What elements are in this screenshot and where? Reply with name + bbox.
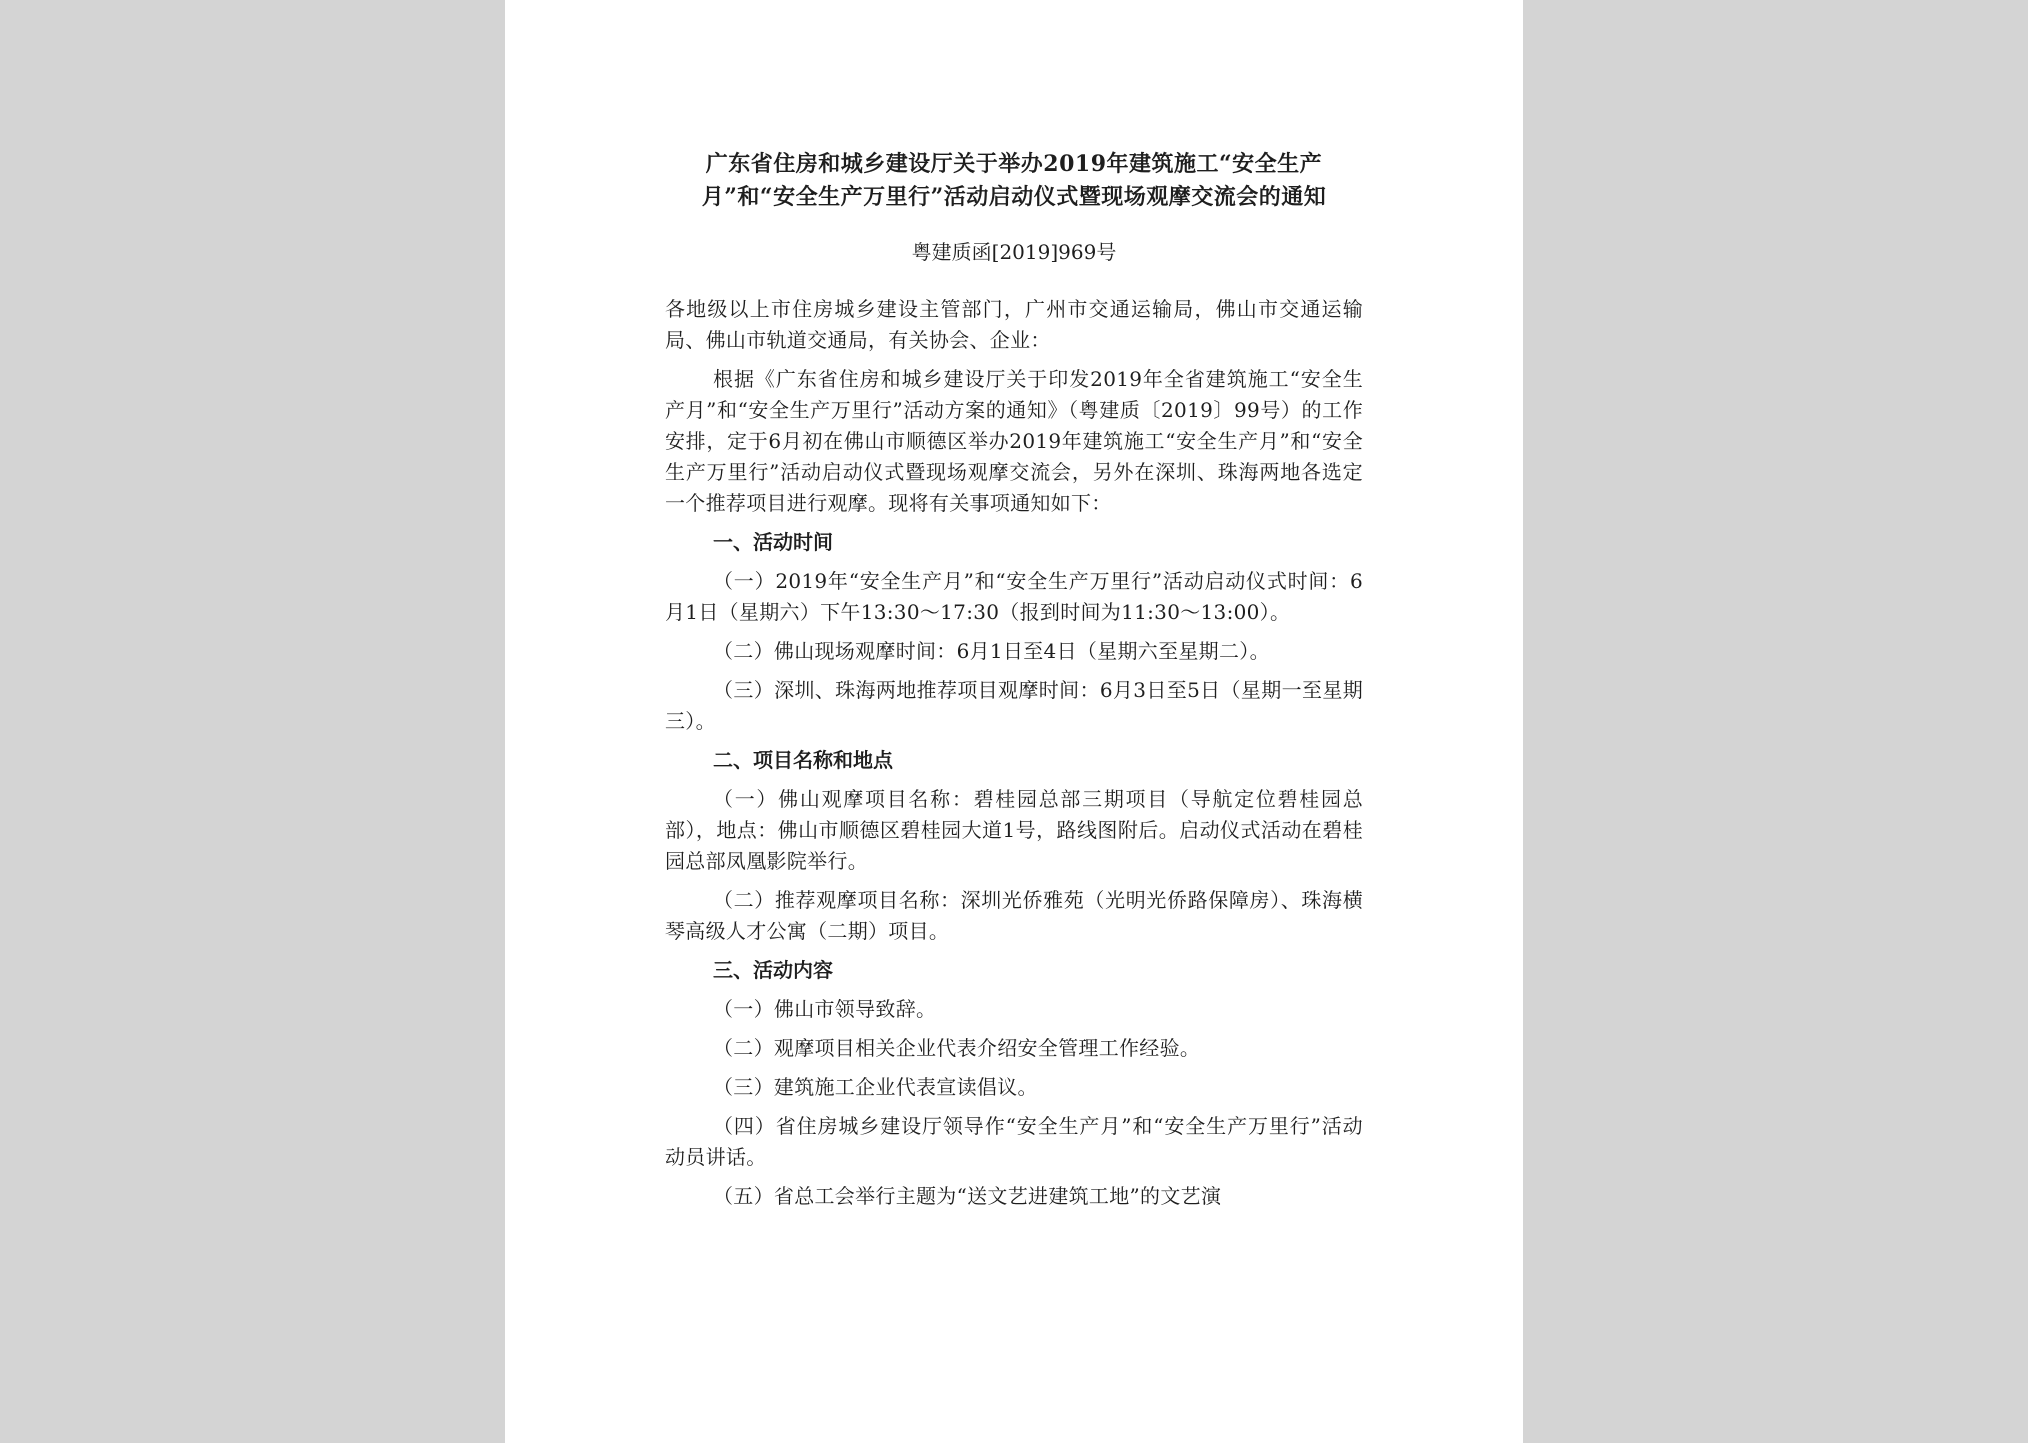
title-line-2: 月”和“安全生产万里行”活动启动仪式暨现场观摩交流会的通知: [701, 184, 1327, 210]
section-1-heading: 一、活动时间: [713, 530, 833, 554]
section-3-item: （一）佛山市领导致辞。: [713, 997, 937, 1021]
section-3-item: （二）观摩项目相关企业代表介绍安全管理工作经验。: [713, 1036, 1201, 1060]
document-number: 粤建质函[2019]969号: [911, 240, 1117, 264]
section-2-heading: 二、项目名称和地点: [713, 748, 893, 772]
addressee-paragraph: 各地级以上市住房城乡建设主管部门，广州市交通运输局，佛山市交通运输局、佛山市轨道交通局，有关协会、企业：: [665, 297, 1363, 352]
section-1-item: （三）深圳、珠海两地推荐项目观摩时间：6月3日至5日（星期一至星期三）。: [665, 678, 1363, 733]
document-title: [665, 148, 1363, 214]
section-3-heading: 三、活动内容: [713, 958, 833, 982]
section-3-item: （三）建筑施工企业代表宣读倡议。: [713, 1075, 1038, 1099]
title-line-1: 广东省住房和城乡建设厅关于举办2019年建筑施工“安全生产: [705, 151, 1323, 177]
section-2-item: （二）推荐观摩项目名称：深圳光侨雅苑（光明光侨路保障房）、珠海横琴高级人才公寓（二期）项目。: [665, 888, 1363, 943]
section-1-item: （二）佛山现场观摩时间：6月1日至4日（星期六至星期二）。: [713, 639, 1270, 663]
intro-paragraph: 根据《广东省住房和城乡建设厅关于印发2019年全省建筑施工“安全生产月”和“安全生产万里行”活动方案的通知》（粤建质〔2019〕99号）的工作安排，定于6月初在佛山市顺德区举办2019年建筑施工“安全生产月”和“安全生产万里行”活动启动仪式暨现场观摩交流会，另外在深圳、珠海两地各选定一个推荐项目进行观摩。现将有关事项通知如下：: [665, 367, 1363, 515]
document-page: [505, 0, 1523, 1443]
section-1-item: （一）2019年“安全生产月”和“安全生产万里行”活动启动仪式时间：6月1日（星期六）下午13:30～17:30（报到时间为11:30～13:00）。: [665, 569, 1363, 624]
section-3-item: （五）省总工会举行主题为“送文艺进建筑工地”的文艺演: [713, 1184, 1222, 1208]
section-2-item: （一）佛山观摩项目名称：碧桂园总部三期项目（导航定位碧桂园总部），地点：佛山市顺德区碧桂园大道1号，路线图附后。启动仪式活动在碧桂园总部凤凰影院举行。: [665, 787, 1363, 873]
section-3-item: （四）省住房城乡建设厅领导作“安全生产月”和“安全生产万里行”活动动员讲话。: [665, 1114, 1363, 1169]
